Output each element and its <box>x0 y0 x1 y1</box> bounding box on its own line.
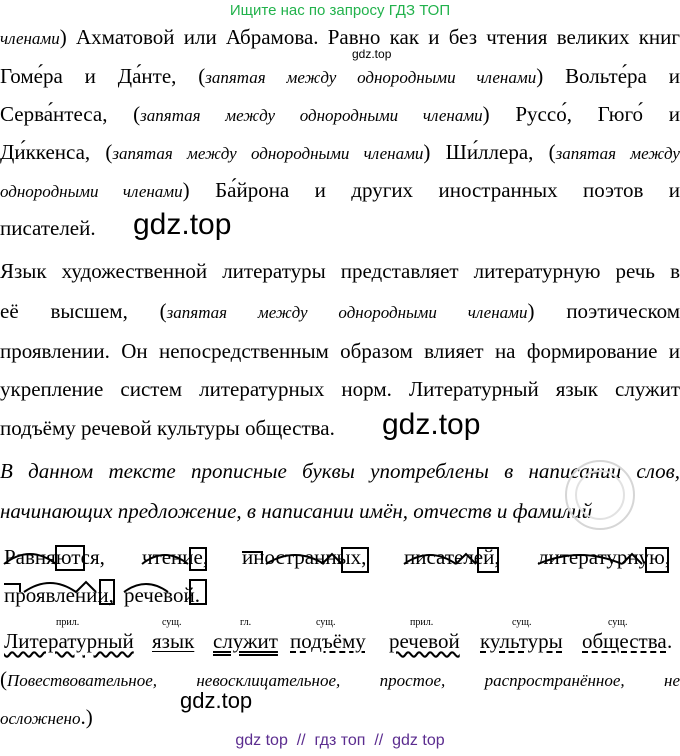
para2-line-2 <box>0 296 680 326</box>
pos-label: сущ. <box>608 617 628 628</box>
morpheme-word: писателей, <box>404 545 500 569</box>
text-span: ) Ши́ллера, ( <box>423 140 556 164</box>
text-span: ( <box>0 667 7 691</box>
para2-line-3 <box>0 336 680 366</box>
text-span: Гоме́ра и Да́нте, ( <box>0 64 206 88</box>
parse-word-attribute: Литературный <box>4 629 134 653</box>
text-span: .) <box>80 705 93 729</box>
text-span: ) Вольте́ра и <box>536 64 680 88</box>
text-span: ) поэтическом <box>527 299 680 323</box>
para1-line-5 <box>0 175 680 205</box>
text-span: ) Ба́йрона и других иностранных поэтов и <box>182 178 680 202</box>
text-span: Ди́ккенса, ( <box>0 140 113 164</box>
text-span: В данном тексте прописные буквы употреблены в написании слов, <box>0 459 680 483</box>
text-span: её высшем, ( <box>0 299 167 323</box>
footer-watermark: gdz top // гдз топ // gdz top <box>235 732 445 749</box>
parse-word-object: культуры <box>480 629 563 653</box>
text-span: Язык художественной литературы представляет литературную речь в <box>0 259 680 283</box>
italic-note: запятая между <box>555 144 680 163</box>
small-watermark: gdz.top <box>352 47 392 61</box>
para1-line-1 <box>0 22 680 52</box>
text-span: проявлении. Он непосредственным образом влияет на формирование и <box>0 339 680 363</box>
big-watermark: gdz.top <box>133 208 232 241</box>
pos-label: прил. <box>56 617 80 628</box>
morpheme-word: Равняются, <box>4 545 105 569</box>
pos-label: сущ. <box>316 617 336 628</box>
text-span: ) Руссо́, Гюго́ и <box>482 102 680 126</box>
period: . <box>667 629 673 653</box>
text-span: укрепление систем литературных норм. Литературный язык служит <box>0 377 680 401</box>
italic-note: запятая между однородными членами <box>140 106 483 125</box>
italic-note: запятая между однородными членами <box>205 68 537 87</box>
text-span: ) Ахматовой или Абрамова. Равно как и без чтения великих книг <box>59 25 680 49</box>
italic-note: членами <box>0 29 60 48</box>
pos-label: сущ. <box>162 617 182 628</box>
italic-note: однородными членами <box>0 182 183 201</box>
para2-line-4 <box>0 374 680 404</box>
para1-line-3 <box>0 99 680 129</box>
characteristic-line-1 <box>0 664 680 694</box>
text-span: начинающих предложение, в написании имён, отчеств и фамилий <box>0 499 593 523</box>
text-span: подъёму речевой культуры общества. <box>0 416 335 440</box>
italic-note: осложнено <box>0 709 81 728</box>
para2-line-5 <box>0 413 680 443</box>
para1-line-6 <box>0 213 680 243</box>
italic-note: Повествовательное, невосклицательное, простое, распространённое, не <box>7 671 680 690</box>
text-span: Серва́нтеса, ( <box>0 102 141 126</box>
morpheme-word: литературную, <box>538 545 671 569</box>
morpheme-word: иностранных, <box>242 545 367 569</box>
header-watermark: Ищите нас по запросу ГДЗ ТОП <box>229 2 451 19</box>
faint-seal <box>530 455 660 535</box>
morpheme-word: проявлении, <box>4 583 114 607</box>
pos-label: прил. <box>410 617 434 628</box>
parse-word-predicate: служит <box>213 629 278 653</box>
parse-word-attribute: речевой <box>389 629 460 653</box>
characteristic-line-2 <box>0 702 680 732</box>
parsed-sentence <box>0 626 680 656</box>
para2-line-1 <box>0 256 680 286</box>
pos-label: сущ. <box>512 617 532 628</box>
morpheme-word: речевой. <box>124 583 200 607</box>
big-watermark: gdz.top <box>180 688 253 713</box>
para1-line-4 <box>0 137 680 167</box>
parse-word-object: общества <box>582 629 667 653</box>
morpheme-word: чтение, <box>142 545 209 569</box>
morpheme-row-2 <box>0 572 680 612</box>
para1-line-2 <box>0 61 680 91</box>
parse-word-object: подъёму <box>290 629 366 653</box>
big-watermark: gdz.top <box>382 408 481 441</box>
italic-note: запятая между однородными членами <box>166 303 528 322</box>
pos-label: гл. <box>240 617 252 628</box>
parse-word-subject: язык <box>152 629 195 653</box>
text-span: писателей. <box>0 216 96 240</box>
italic-note: запятая между однородными членами <box>112 144 424 163</box>
